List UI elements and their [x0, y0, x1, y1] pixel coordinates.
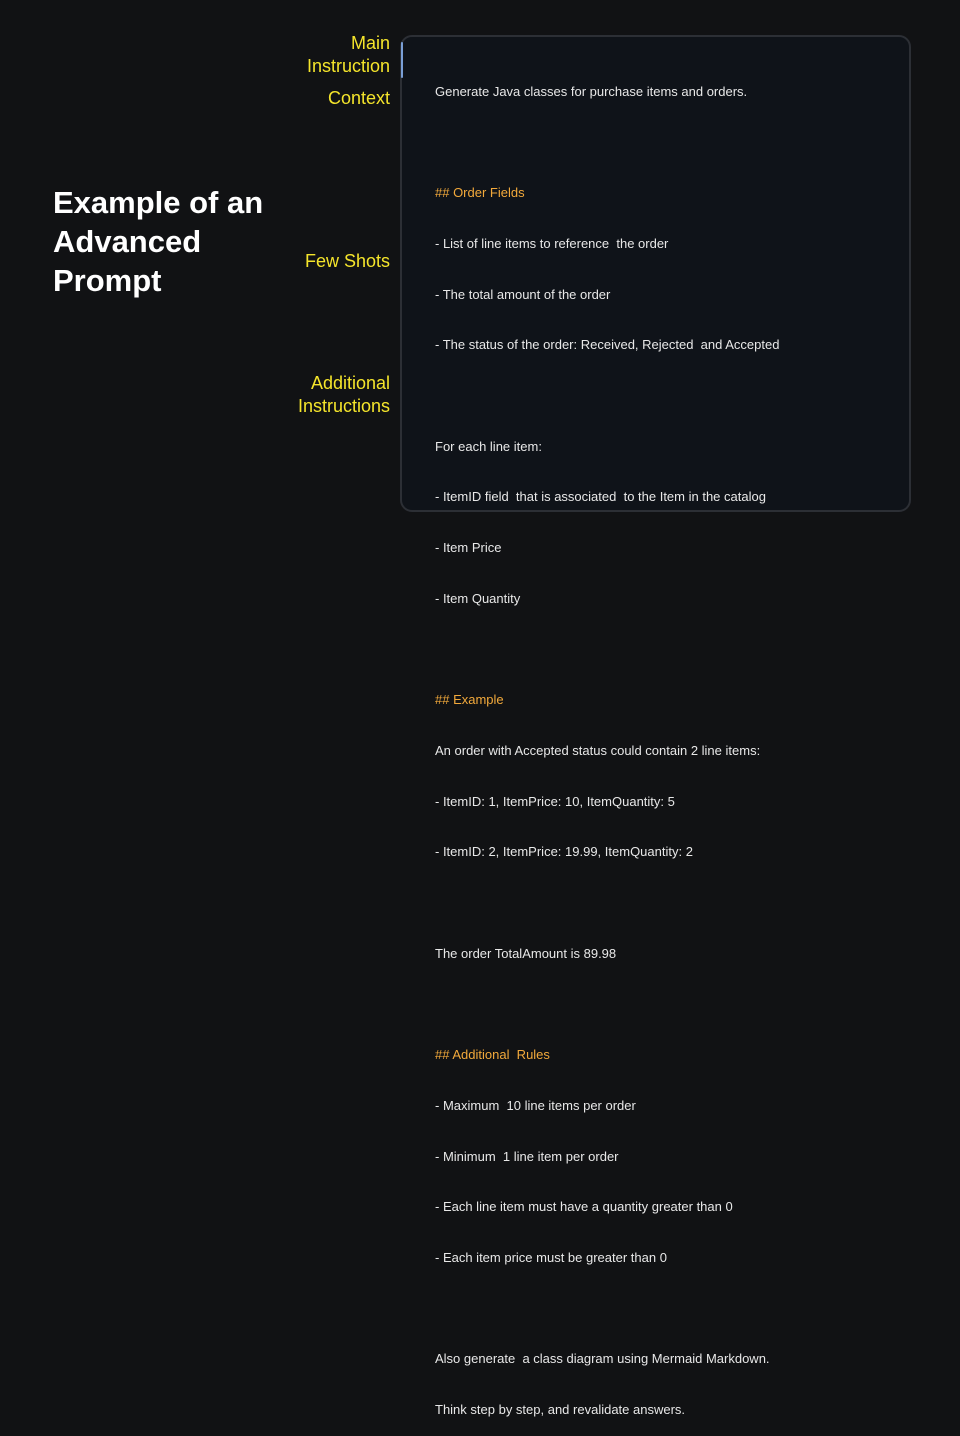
label-context: Context	[327, 88, 390, 108]
order-field-item: - The total amount of the order	[435, 286, 611, 302]
line-item-intro: For each line item:	[435, 438, 542, 454]
closing-line: Think step by step, and revalidate answers.	[435, 1402, 686, 1418]
line-item-field: - ItemID field that is associated to the Item in the catalog	[435, 489, 766, 505]
slide-title-line: Advanced	[53, 224, 202, 259]
slide-title-line: Example of an	[53, 185, 264, 220]
label-line: Main	[350, 33, 390, 53]
rule-item: - Each item price must be greater than 0	[435, 1249, 667, 1265]
example-heading: ## Example	[435, 692, 504, 708]
rule-item: - Maximum 10 line items per order	[435, 1097, 636, 1113]
example-item: - ItemID: 2, ItemPrice: 19.99, ItemQuantity: 2	[435, 844, 693, 860]
label-main-instruction	[307, 32, 390, 78]
rules-heading: ## Additional Rules	[435, 1047, 550, 1063]
line-item-field: - Item Price	[435, 540, 502, 556]
order-field-item: - List of line items to reference the order	[435, 235, 669, 251]
rule-item: - Minimum 1 line item per order	[435, 1148, 619, 1164]
order-field-item: - The status of the order: Received, Rejected and Accepted	[435, 337, 780, 353]
slide-title-line: Prompt	[53, 263, 162, 298]
example-item: - ItemID: 1, ItemPrice: 10, ItemQuantity: 5	[435, 793, 675, 809]
example-total: The order TotalAmount is 89.98	[435, 945, 617, 961]
label-line: Additional	[310, 373, 390, 393]
example-intro: An order with Accepted status could contain 2 line items:	[435, 742, 761, 758]
label-additional-instructions	[298, 372, 390, 418]
closing-line: Also generate a class diagram using Mermaid Markdown.	[435, 1351, 770, 1367]
label-few-shots: Few Shots	[304, 251, 390, 271]
prompt-text	[435, 50, 779, 1436]
order-fields-heading: ## Order Fields	[435, 185, 525, 201]
main-instruction-marker	[401, 42, 403, 78]
rule-item: - Each line item must have a quantity greater than 0	[435, 1199, 733, 1215]
label-line: Instructions	[297, 396, 390, 416]
prompt-intro: Generate Java classes for purchase items and orders.	[435, 83, 748, 99]
label-line: Instruction	[306, 56, 390, 76]
slide-title	[53, 183, 263, 300]
line-item-field: - Item Quantity	[435, 590, 521, 606]
